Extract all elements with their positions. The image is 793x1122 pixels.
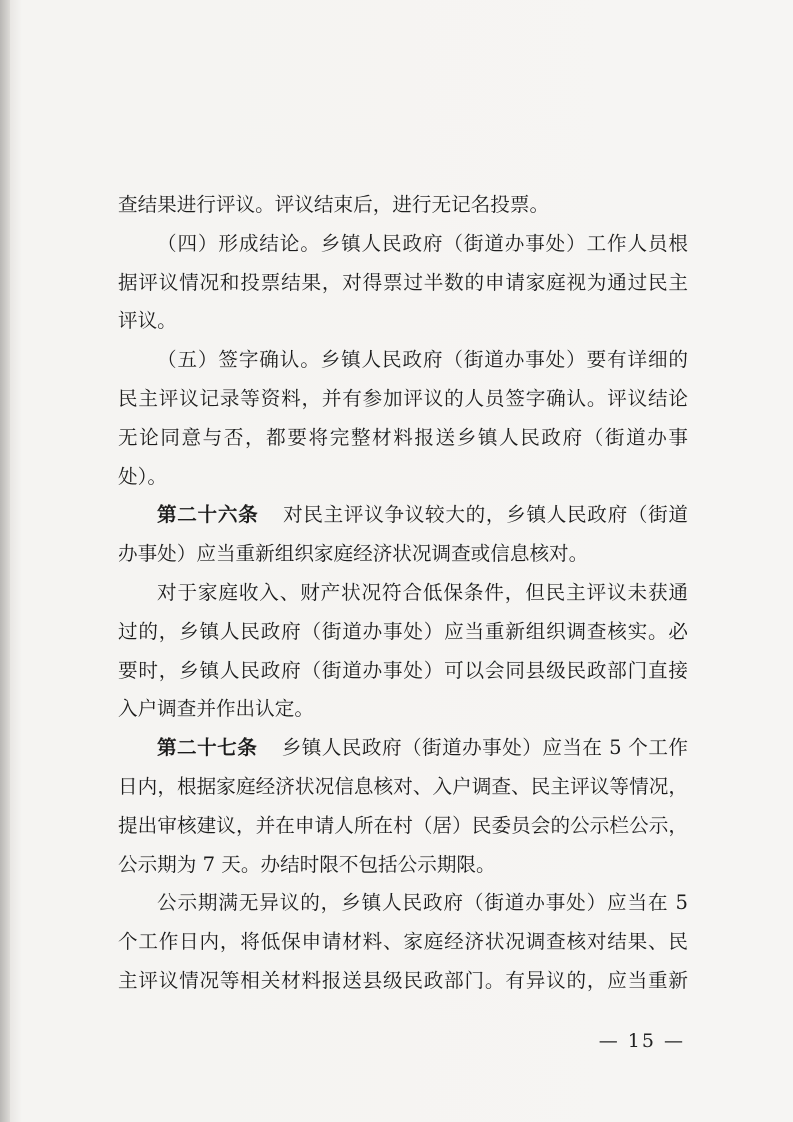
text-line: （四）形成结论。乡镇人民政府（街道办事处）工作人员根: [157, 231, 688, 255]
article-number: 第二十七条: [157, 736, 258, 760]
scan-binding-edge: [0, 0, 10, 1122]
text-line: 办事处）应当重新组织家庭经济状况调查或信息核对。: [118, 542, 589, 566]
text-line: 要时，乡镇人民政府（街道办事处）可以会同县级民政部门直接: [118, 658, 688, 682]
text-line: 据评议情况和投票结果，对得票过半数的申请家庭视为通过民主: [118, 270, 688, 294]
article-line: [118, 496, 688, 535]
text-line: 日内，根据家庭经济状况信息核对、入户调查、民主评议等情况，: [118, 774, 688, 798]
page-number: — 15 —: [598, 1030, 685, 1052]
text-line: 公示期为 7 天。办结时限不包括公示期限。: [118, 852, 496, 876]
text-line: 处）。: [118, 464, 167, 488]
article-line: [118, 729, 688, 768]
text-line: 公示期满无异议的，乡镇人民政府（街道办事处）应当在 5: [157, 891, 688, 915]
text-line: 过的，乡镇人民政府（街道办事处）应当重新组织调查核实。必: [118, 619, 688, 643]
text-line: 对于家庭收入、财产状况符合低保条件，但民主评议未获通: [157, 580, 688, 604]
article-number: 第二十六条: [157, 503, 259, 527]
text-line: 评议。: [118, 309, 177, 333]
text-line: 查结果进行评议。评议结束后，进行无记名投票。: [118, 193, 550, 216]
text-line: 民主评议记录等资料，并有参加评议的人员签字确认。评议结论: [118, 386, 688, 410]
article-text: 乡镇人民政府（街道办事处）应当在 5 个工作: [281, 736, 688, 760]
text-line: 提出审核建议，并在申请人所在村（居）民委员会的公示栏公示，: [118, 813, 688, 837]
text-line: 个工作日内，将低保申请材料、家庭经济状况调查核对结果、民: [118, 930, 688, 954]
text-line: 主评议情况等相关材料报送县级民政部门。有异议的，应当重新: [118, 968, 688, 992]
article-text: 对民主评议争议较大的，乡镇人民政府（街道: [282, 503, 689, 527]
text-line: 无论同意与否，都要将完整材料报送乡镇人民政府（街道办事: [118, 425, 688, 449]
body-text: [118, 186, 688, 1001]
text-line: 入户调查并作出认定。: [118, 697, 314, 721]
text-line: （五）签字确认。乡镇人民政府（街道办事处）要有详细的: [157, 348, 688, 372]
